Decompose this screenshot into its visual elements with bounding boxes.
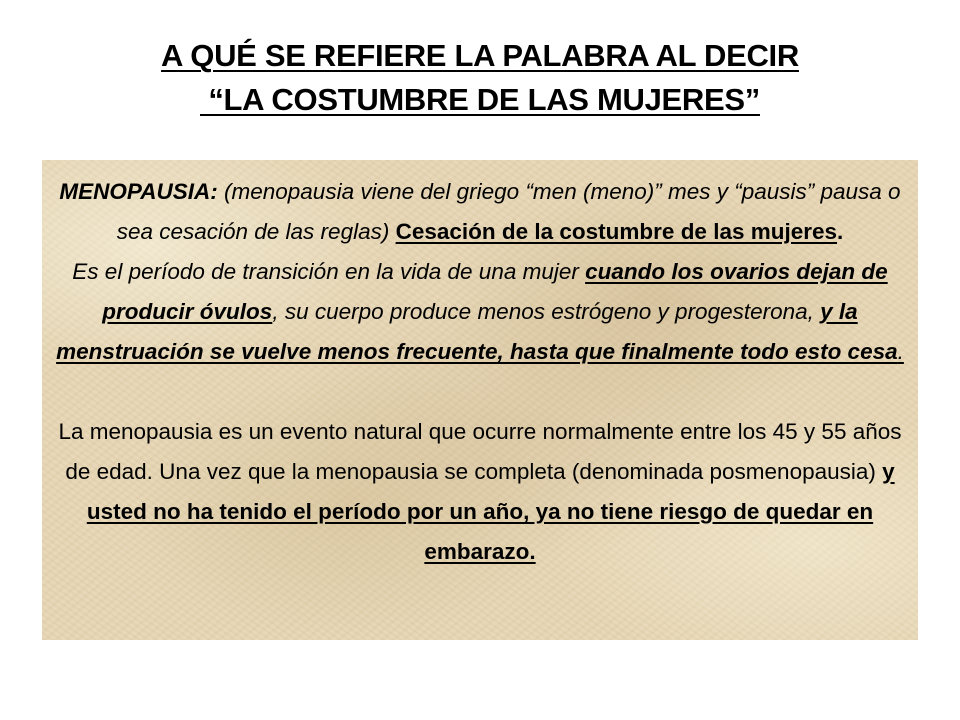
transition-middle: , su cuerpo produce menos estrógeno y progesterona, (272, 299, 821, 324)
title-line-2: “LA COSTUMBRE DE LAS MUJERES” (200, 82, 760, 117)
transition-period: . (897, 339, 904, 364)
ovaries-highlight: cuando los ovarios dejan de producir óvulos (102, 259, 888, 324)
pregnancy-highlight: y usted no ha tenido el período por un año, ya no tiene riesgo de quedar en embarazo. (86, 459, 895, 564)
term-menopausia: MENOPAUSIA: (59, 179, 218, 204)
definition-highlight: Cesación de la costumbre de las mujeres (395, 219, 838, 244)
transition-paragraph (56, 252, 904, 372)
paragraph-spacer (56, 372, 904, 412)
definition-paragraph (56, 172, 904, 252)
slide-title (0, 34, 960, 122)
menstruation-highlight: y la menstruación se vuelve menos frecuente, hasta que finalmente todo esto cesa (56, 299, 898, 364)
definition-period: . (837, 219, 844, 244)
age-paragraph (56, 412, 904, 572)
title-line-1: A QUÉ SE REFIERE LA PALABRA AL DECIR (161, 38, 799, 73)
age-text: La menopausia es un evento natural que ocurre normalmente entre los 45 y 55 años de edad. Una vez que la menopausia se completa (denominada posmenopausia) (58, 419, 902, 484)
transition-intro: Es el período de transición en la vida de una mujer (72, 259, 586, 284)
text-panel (42, 160, 918, 640)
etymology-text: (menopausia viene del griego “men (meno)” mes y “pausis” pausa o sea cesación de las reglas) (116, 179, 901, 244)
